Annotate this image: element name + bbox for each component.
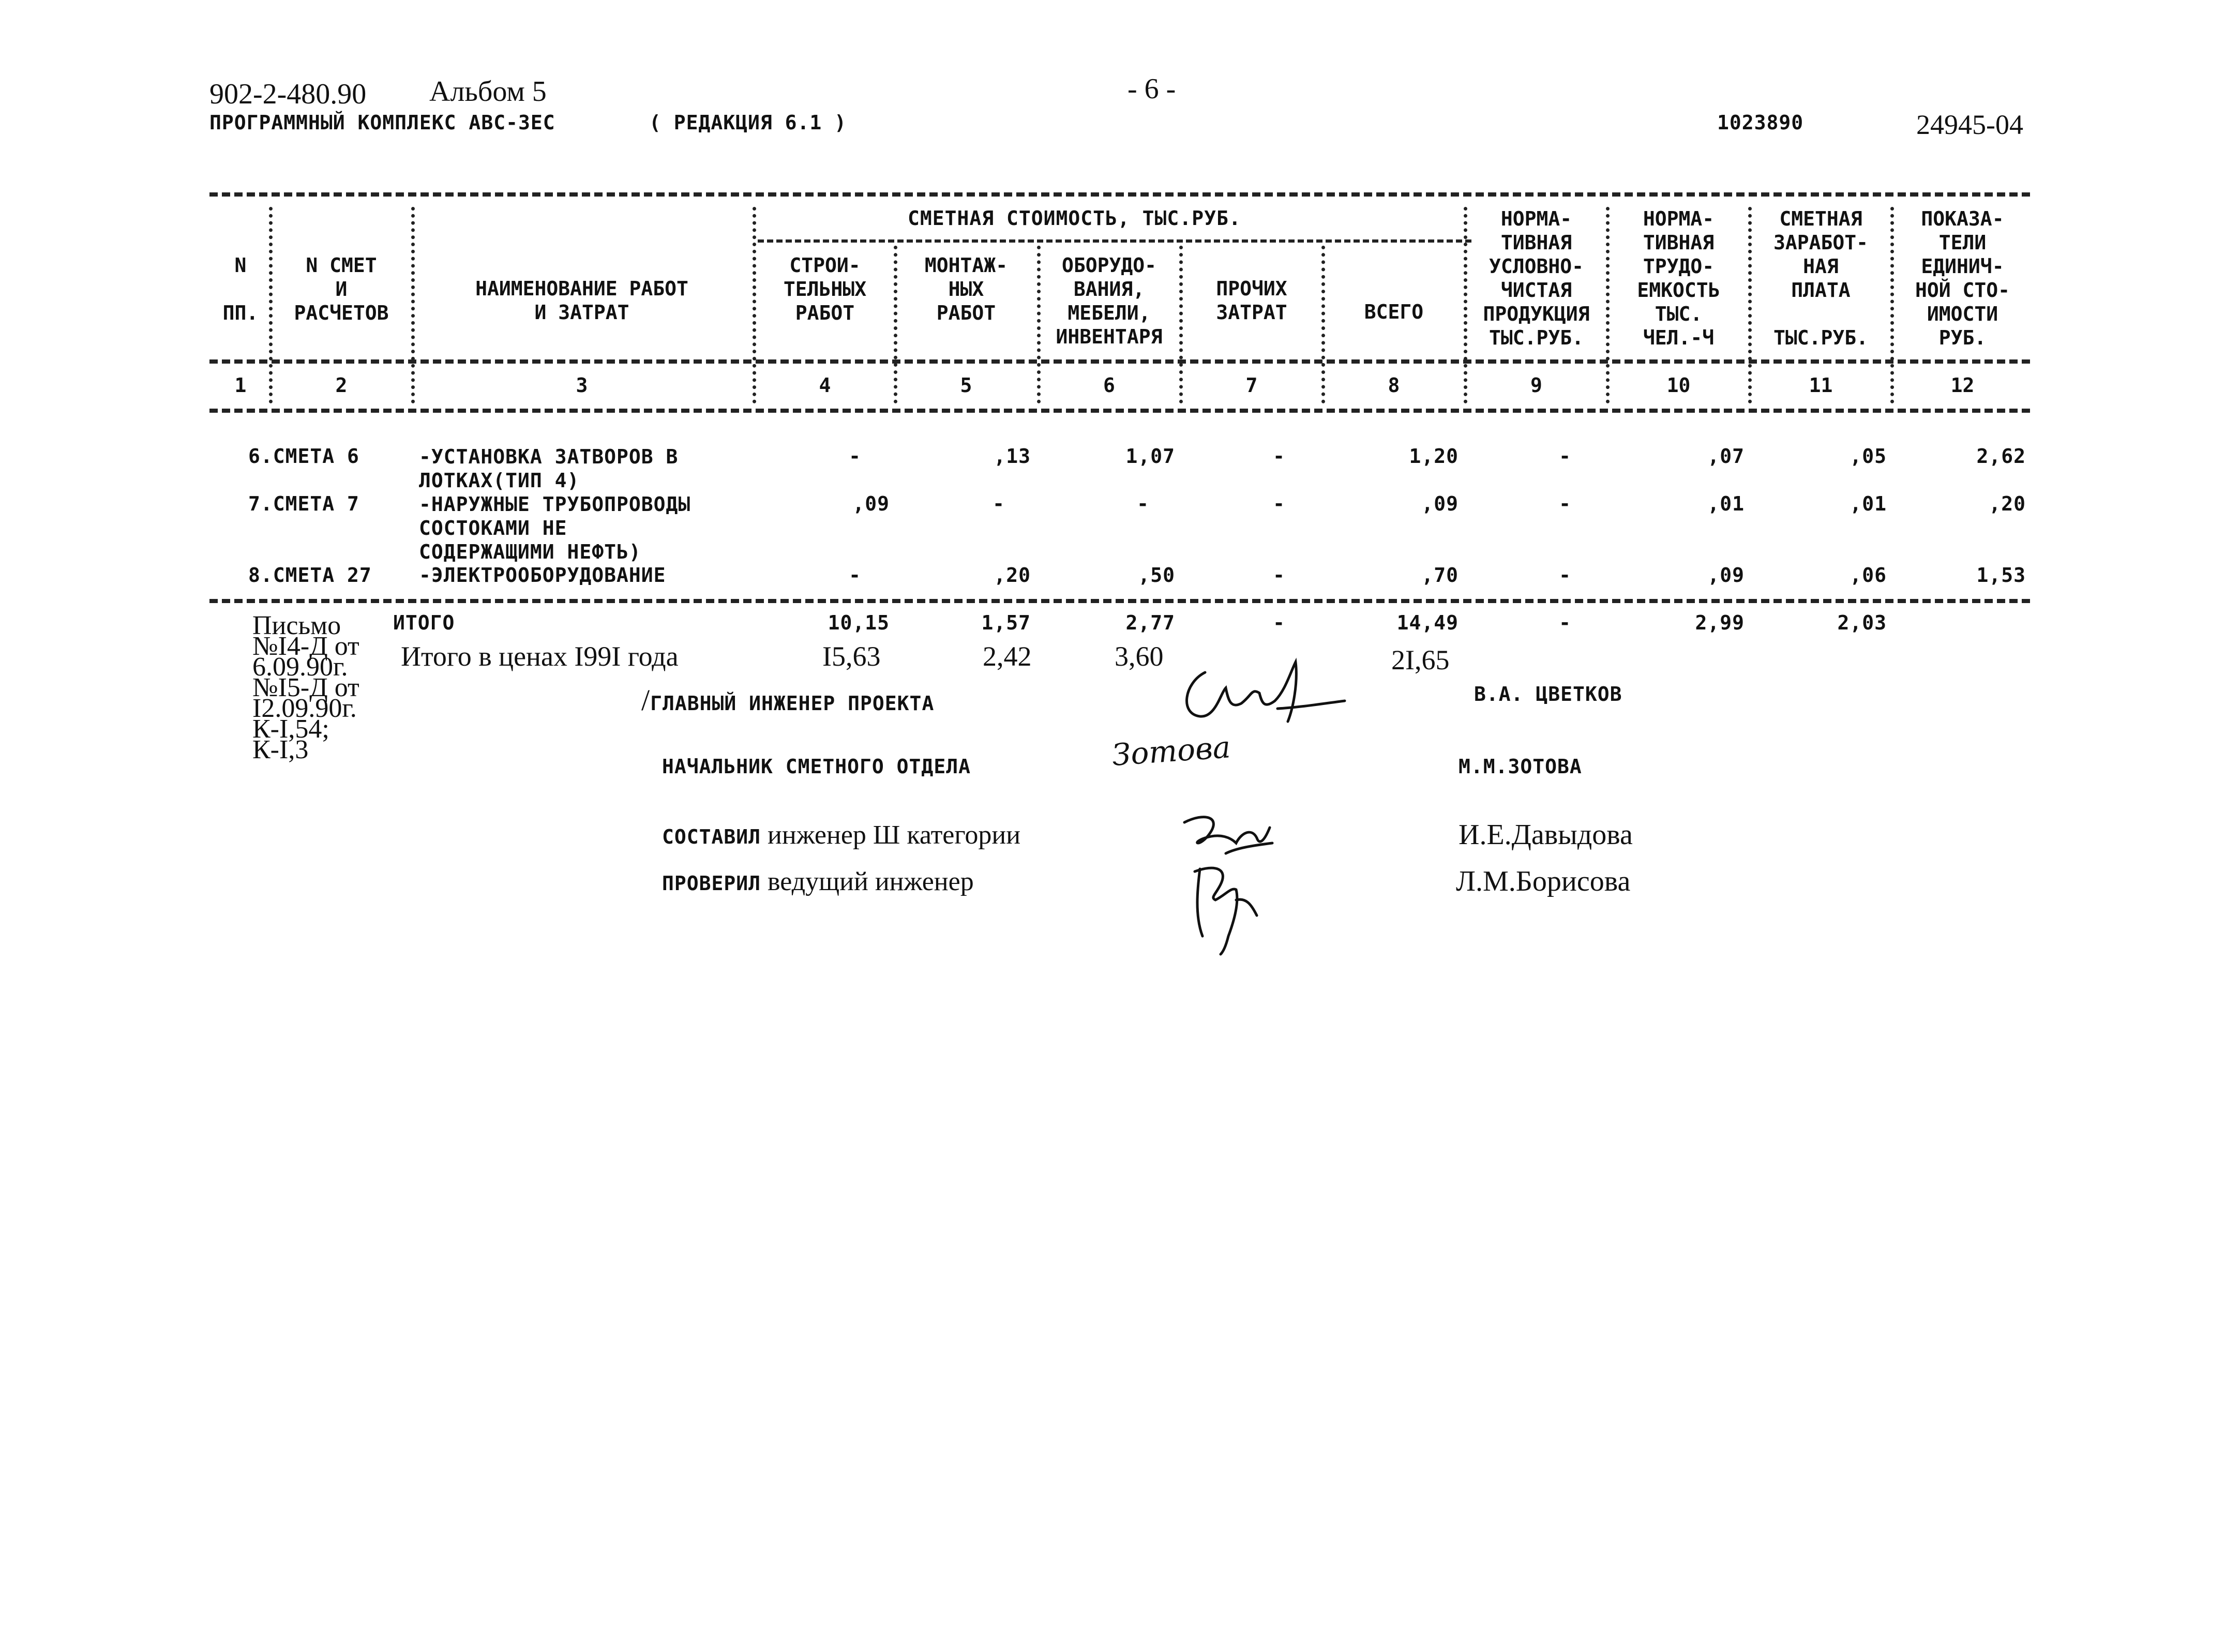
album-label: Альбом 5 xyxy=(429,76,547,108)
cell-installation: ,13 xyxy=(994,445,1031,468)
column-header-5: МОНТАЖ- НЫХ РАБОТ xyxy=(924,254,1008,324)
cell-equipment: ,50 xyxy=(1138,564,1175,587)
column-number-4: 4 xyxy=(819,374,831,397)
total-1991-equipment: 3,60 xyxy=(1115,641,1164,672)
column-header-4: СТРОИ- ТЕЛЬНЫХ РАБОТ xyxy=(783,254,867,324)
column-number-2: 2 xyxy=(335,374,348,397)
total-rule xyxy=(209,599,2030,603)
total-net-output: - xyxy=(1559,611,1571,634)
row-work-name: -ЭЛЕКТРООБОРУДОВАНИЕ xyxy=(419,564,666,587)
signature-name-chief-engineer: В.А. ЦВЕТКОВ xyxy=(1474,683,1622,705)
margin-note: Письмо №I4-Д от 6.09.90г. №I5-Д от I2.09.90г. К-I,54; К-I,3 xyxy=(252,611,359,764)
cell-unit-cost: 1,53 xyxy=(1976,564,2026,587)
cell-total: 1,20 xyxy=(1409,445,1459,468)
column-header-8: ВСЕГО xyxy=(1364,301,1424,323)
column-separator xyxy=(1464,207,1467,403)
cell-installation: - xyxy=(993,492,1005,515)
cell-construction: ,09 xyxy=(852,492,890,515)
column-number-12: 12 xyxy=(1950,374,1975,397)
cell-equipment: 1,07 xyxy=(1125,445,1175,468)
signature-reviewer xyxy=(1179,859,1272,962)
column-separator xyxy=(411,207,415,403)
column-separator xyxy=(1037,246,1041,403)
cell-net-output: - xyxy=(1559,564,1571,587)
cell-total: ,70 xyxy=(1421,564,1459,587)
column-separator xyxy=(1179,246,1183,403)
signature-role-chief-engineer: /ГЛАВНЫЙ ИНЖЕНЕР ПРОЕКТА xyxy=(641,683,935,717)
signature-name-compiler: И.Е.Давыдова xyxy=(1459,819,1633,851)
total-labor: 2,99 xyxy=(1695,611,1745,634)
column-number-7: 7 xyxy=(1245,374,1258,397)
column-number-3: 3 xyxy=(576,374,588,397)
total-label: ИТОГО xyxy=(393,611,455,634)
cell-labor: ,01 xyxy=(1707,492,1745,515)
column-header-11: СМЕТНАЯ ЗАРАБОТ- НАЯ ПЛАТА ТЫС.РУБ. xyxy=(1773,207,1869,349)
cell-unit-cost: 2,62 xyxy=(1976,445,2026,468)
cell-total: ,09 xyxy=(1421,492,1459,515)
total-sum: 14,49 xyxy=(1396,611,1459,634)
table-top-rule xyxy=(209,192,2030,197)
column-number-11: 11 xyxy=(1809,374,1833,397)
group-header: СМЕТНАЯ СТОИМОСТЬ, ТЫС.РУБ. xyxy=(908,207,1241,230)
total-construction: 10,15 xyxy=(828,611,890,634)
cell-net-output: - xyxy=(1559,492,1571,515)
column-number-1: 1 xyxy=(234,374,247,397)
total-1991-construction: I5,63 xyxy=(822,641,881,672)
signature-estimate-head: Зотова xyxy=(1110,729,1232,773)
column-separator xyxy=(753,207,756,403)
cell-net-output: - xyxy=(1559,445,1571,468)
header-bottom-rule xyxy=(209,359,2030,364)
total-wages: 2,03 xyxy=(1837,611,1887,634)
cell-wages: ,01 xyxy=(1850,492,1887,515)
total-1991-label: Итого в ценах I99I года xyxy=(401,641,679,672)
document-code: 902-2-480.90 xyxy=(209,78,367,110)
column-separator xyxy=(1748,207,1752,403)
column-header-10: НОРМА- ТИВНАЯ ТРУДО- ЕМКОСТЬ ТЫС. ЧЕЛ.-Ч xyxy=(1637,207,1720,349)
total-installation: 1,57 xyxy=(981,611,1031,634)
cell-other: - xyxy=(1273,445,1285,468)
signature-chief-engineer xyxy=(1174,652,1350,729)
column-header-2: N СМЕТ И РАСЧЕТОВ xyxy=(294,254,389,324)
column-header-7: ПРОЧИХ ЗАТРАТ xyxy=(1216,277,1287,324)
column-number-8: 8 xyxy=(1388,374,1400,397)
cell-wages: ,06 xyxy=(1850,564,1887,587)
column-header-1: N ПП. xyxy=(222,254,259,324)
cell-wages: ,05 xyxy=(1850,445,1887,468)
column-number-6: 6 xyxy=(1103,374,1115,397)
program-name: ПРОГРАММНЫЙ КОМПЛЕКС АВС-3ЕС xyxy=(209,111,555,134)
cell-construction: - xyxy=(849,445,861,468)
row-work-name: -УСТАНОВКА ЗАТВОРОВ В ЛОТКАХ(ТИП 4) xyxy=(419,445,679,492)
column-number-9: 9 xyxy=(1530,374,1542,397)
cell-construction: - xyxy=(849,564,861,587)
signature-name-estimate-head: М.М.ЗОТОВА xyxy=(1459,755,1582,778)
signature-role-reviewer: ПРОВЕРИЛ ведущий инженер xyxy=(662,867,974,896)
total-1991-sum: 2I,65 xyxy=(1391,644,1450,675)
row-smeta-id: 8.СМЕТА 27 xyxy=(248,564,372,587)
column-separator xyxy=(1890,207,1894,403)
column-number-10: 10 xyxy=(1666,374,1691,397)
column-separator xyxy=(269,207,273,403)
edition-label: ( РЕДАКЦИЯ 6.1 ) xyxy=(649,111,847,134)
signature-role-estimate-head: НАЧАЛЬНИК СМЕТНОГО ОТДЕЛА xyxy=(662,755,971,778)
cell-other: - xyxy=(1273,492,1285,515)
column-header-3: НАИМЕНОВАНИЕ РАБОТ И ЗАТРАТ xyxy=(475,277,688,324)
column-numbers-rule xyxy=(209,409,2030,413)
signature-role-compiler: СОСТАВИЛ инженер Ш категории xyxy=(662,820,1021,850)
document-number: 1023890 xyxy=(1717,111,1804,134)
row-smeta-id: 6.СМЕТА 6 xyxy=(248,445,359,468)
page-number: - 6 - xyxy=(1127,73,1176,105)
column-number-5: 5 xyxy=(960,374,972,397)
cell-labor: ,09 xyxy=(1707,564,1745,587)
row-work-name: -НАРУЖНЫЕ ТРУБОПРОВОДЫ СОСТОКАМИ НЕ СОДЕРЖАЩИМИ НЕФТЬ) xyxy=(419,493,691,563)
row-smeta-id: 7.СМЕТА 7 xyxy=(248,492,359,515)
column-header-9: НОРМА- ТИВНАЯ УСЛОВНО- ЧИСТАЯ ПРОДУКЦИЯ ТЫС.РУБ. xyxy=(1483,207,1590,349)
signature-name-reviewer: Л.М.Борисова xyxy=(1456,865,1631,897)
cell-installation: ,20 xyxy=(994,564,1031,587)
column-separator xyxy=(894,246,897,403)
cell-unit-cost: ,20 xyxy=(1989,492,2026,515)
archive-number: 24945-04 xyxy=(1916,109,2023,140)
column-separator xyxy=(1321,246,1325,403)
cell-labor: ,07 xyxy=(1707,445,1745,468)
total-equipment: 2,77 xyxy=(1125,611,1175,634)
total-other: - xyxy=(1273,611,1285,634)
column-separator xyxy=(1606,207,1610,403)
cell-equipment: - xyxy=(1137,492,1149,515)
group-header-rule xyxy=(758,239,1471,243)
cell-other: - xyxy=(1273,564,1285,587)
column-header-12: ПОКАЗА- ТЕЛИ ЕДИНИЧ- НОЙ СТО- ИМОСТИ РУБ. xyxy=(1915,207,2010,349)
total-1991-installation: 2,42 xyxy=(983,641,1032,672)
column-header-6: ОБОРУДО- ВАНИЯ, МЕБЕЛИ, ИНВЕНТАРЯ xyxy=(1056,254,1163,348)
